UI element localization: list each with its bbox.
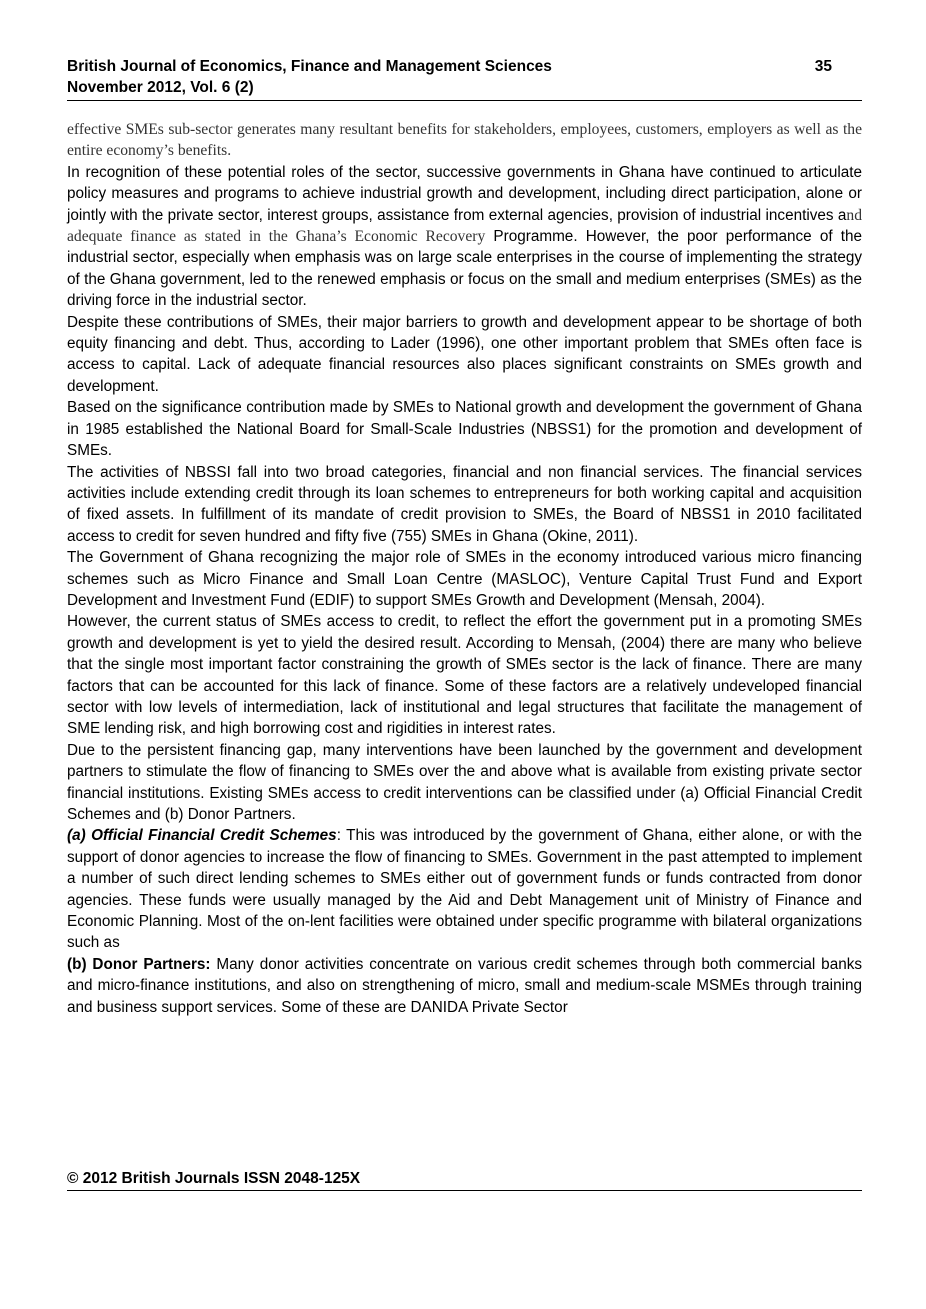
paragraph-text-continued: Programme. However, the poor performance of the industrial sector, especially when emphasis was on large scale enterprises in the course of implementing the strategy of the Ghana government, led to the renewed emphasis or focus on the small and medium enterprises (SMEs) as the driving force in the industrial sector.	[67, 228, 862, 310]
section-lead-donor-partners: (b) Donor Partners:	[67, 955, 211, 973]
section-lead-official-credit: (a) Official Financial Credit Schemes	[67, 827, 337, 845]
paragraph-text: effective SMEs sub-sector generates many resultant benefits for stakeholders, employees, customers, employers as well as the entire economy’s benefits.	[67, 121, 862, 160]
paragraph-text-serif: nd adequate finance as stated in the Ghana’s Economic Recovery	[67, 206, 862, 246]
page-footer	[67, 1168, 862, 1191]
journal-title: British Journal of Economics, Finance and Management Sciences	[67, 58, 552, 75]
page-content	[67, 56, 862, 1018]
article-body	[67, 119, 862, 1018]
paragraph-3	[67, 312, 862, 398]
paragraph-10	[67, 954, 862, 1018]
copyright-notice: © 2012 British Journals ISSN 2048-125X	[67, 1170, 361, 1187]
paragraph-text: Many donor activities concentrate on various credit schemes through both commercial banks and micro-finance institutions, and also on strengthening of micro, small and medium-scale MSMEs through training and business support services. Some of these are DANIDA Private Sector	[67, 955, 863, 1016]
paragraph-text: The Government of Ghana recognizing the major role of SMEs in the economy introduced various micro financing schemes such as Micro Finance and Small Loan Centre (MASLOC), Venture Capital Trust Fund and Export Development and Investment Fund (EDIF) to support SMEs Growth and Development (Mensah, 2004).	[67, 549, 862, 609]
paragraph-text: Due to the persistent financing gap, many interventions have been launched by the government and development partners to stimulate the flow of financing to SMEs over the and above what is available from existing private sector financial institutions. Existing SMEs access to credit interventions can be classified under (a) Official Financial Credit Schemes and (b) Donor Partners.	[67, 741, 862, 823]
paragraph-8	[67, 740, 862, 826]
issue-info: November 2012, Vol. 6 (2)	[67, 79, 254, 96]
paragraph-5	[67, 462, 862, 548]
page-number: 35	[814, 58, 832, 75]
paragraph-text: In recognition of these potential roles of the sector, successive governments in Ghana have continued to articulate policy measures and programs to achieve industrial growth and development, including direct participation, alone or jointly with the private sector, interest groups, assistance from external agencies, provision of industrial incentives a	[67, 163, 862, 224]
paragraph-9	[67, 825, 862, 953]
paragraph-text: The activities of NBSSI fall into two broad categories, financial and non financial services. The financial services activities include extending credit through its loan schemes to entrepreneurs for both working capital and acquisition of fixed assets. In fulfillment of its mandate of credit provision to SMEs, the Board of NBSS1 in 2010 facilitated access to credit for seven hundred and fifty five (755) SMEs in Ghana (Okine, 2011).	[67, 463, 862, 545]
paragraph-text: : This was introduced by the government of Ghana, either alone, or with the support of donor agencies to increase the flow of financing to SMEs. Government in the past attempted to implement a number of such direct lending schemes to SMEs either out of government funds or funds contracted from donor agencies. These funds were usually managed by the Aid and Debt Management unit of Ministry of Finance and Economic Planning. Most of the on-lent facilities were obtained under specific programme with bilateral organizations such as	[67, 827, 862, 952]
paragraph-6	[67, 547, 862, 611]
paragraph-1	[67, 119, 862, 162]
paragraph-text: Based on the significance contribution made by SMEs to National growth and development the government of Ghana in 1985 established the National Board for Small-Scale Industries (NBSS1) for the promotion and development of SMEs.	[67, 399, 862, 460]
paragraph-2	[67, 162, 862, 312]
paragraph-text: However, the current status of SMEs access to credit, to reflect the effort the government put in a promoting SMEs growth and development is yet to yield the desired result. According to Mensah, (2004) there are many who believe that the single most important factor constraining the growth of SMEs sector is the lack of finance. There are many factors that can be accounted for this lack of finance. Some of these factors are a relatively undeveloped financial sector with low levels of intermediation, lack of institutional and legal structures that facilitate the management of SME lending risk, and high borrowing cost and rigidities in interest rates.	[67, 613, 862, 738]
paragraph-4	[67, 397, 862, 461]
paragraph-text: Despite these contributions of SMEs, their major barriers to growth and development appear to be shortage of both equity financing and debt. Thus, according to Lader (1996), one other important problem that SMEs often face is access to capital. Lack of adequate financial resources also places significant constraints on SMEs growth and development.	[67, 313, 862, 395]
running-header	[67, 56, 862, 101]
paragraph-7	[67, 611, 862, 739]
